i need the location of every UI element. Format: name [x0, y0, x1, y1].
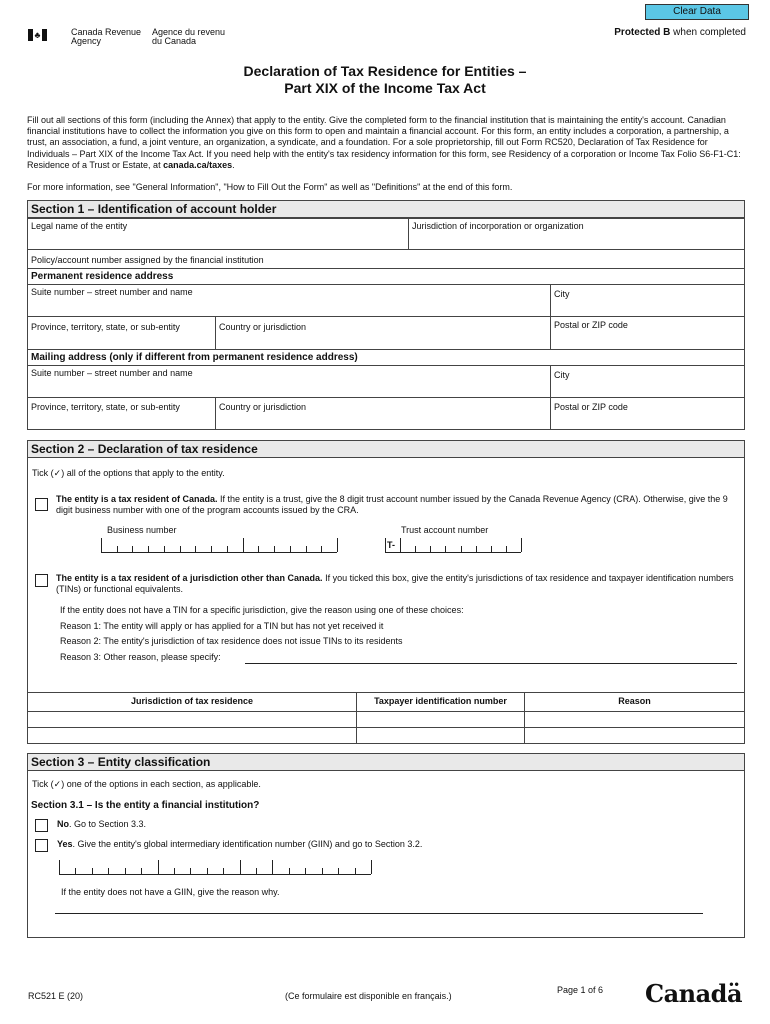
comb-divider	[92, 868, 93, 874]
col-tin: Taxpayer identification number	[356, 692, 525, 712]
mailing-address-heading: Mailing address (only if different from permanent residence address)	[27, 349, 745, 366]
comb-divider	[141, 868, 142, 874]
section2-title: Section 2 – Declaration of tax residence	[27, 440, 745, 458]
business-number-label: Business number	[107, 525, 177, 535]
mail-country-field[interactable]: Country or jurisdiction	[215, 397, 551, 430]
no-giin-reason-input[interactable]	[55, 913, 703, 914]
comb-divider	[355, 868, 356, 874]
comb-divider	[132, 546, 133, 552]
comb-divider	[322, 868, 323, 874]
comb-divider	[290, 546, 291, 552]
comb-divider	[174, 868, 175, 874]
foreign-resident-checkbox[interactable]	[35, 574, 48, 587]
perm-province-field[interactable]: Province, territory, state, or sub-entity	[27, 316, 216, 350]
mail-street-field[interactable]: Suite number – street number and name	[27, 365, 551, 398]
comb-divider	[506, 546, 507, 552]
table-row-1-jurisdiction[interactable]	[27, 711, 357, 728]
protected-label: Protected B when completed	[614, 27, 746, 38]
fi-no-label: No. Go to Section 3.3.	[57, 819, 147, 829]
no-giin-instruction: If the entity does not have a GIIN, give the reason why.	[61, 887, 280, 897]
trust-prefix: T-	[387, 540, 395, 550]
comb-divider	[190, 868, 191, 874]
mail-province-field[interactable]: Province, territory, state, or sub-entity	[27, 397, 216, 430]
comb-divider	[158, 860, 159, 874]
comb-divider	[430, 546, 431, 552]
clear-data-button[interactable]: Clear Data	[645, 4, 749, 20]
canada-resident-text: The entity is a tax resident of Canada. If the entity is a trust, give the 8 digit trust account number issued by the Canada Revenue Agency (CRA). Otherwise, give the 9 digit business number with one of the program accounts issued by the CRA.	[56, 494, 728, 515]
comb-divider	[491, 546, 492, 552]
reason-3-input[interactable]	[245, 663, 737, 664]
perm-street-field[interactable]: Suite number – street number and name	[27, 284, 551, 317]
section3-instruction: Tick (✓) one of the options in each section, as applicable.	[32, 779, 261, 789]
giin-input[interactable]	[59, 861, 371, 875]
comb-divider	[207, 868, 208, 874]
col-reason: Reason	[524, 692, 745, 712]
policy-number-field[interactable]: Policy/account number assigned by the financial institution	[27, 249, 745, 269]
comb-divider	[211, 546, 212, 552]
intro-more-info: For more information, see "General Information", "How to Fill Out the Form" as well as "Definitions" at the end of this form.	[27, 182, 513, 192]
comb-divider	[274, 546, 275, 552]
intro-paragraph: Fill out all sections of this form (including the Annex) that apply to the entity. Give the completed form to the financial institution that is maintaining the entity's account. Canadian financial institutions have to collect the information you give on this form to open and maintain a financial account. For this form, an entity includes a corporation, a partnership, a trust, an association, a fund, a joint venture, an organization, a syndicate, and a foundation. For a sole proprietorship, fill out Form RC520, Declaration of Tax Residence for Individuals – Part XIX of the Income Tax Act. If you need help with the entity's tax residency information for this form, see Residency of a corporation or Income Tax Folio S6-F1-C1: Residence of a Trust or Estate, at canada.ca/taxes.	[27, 115, 741, 170]
comb-divider	[306, 546, 307, 552]
trust-number-label: Trust account number	[401, 525, 489, 535]
comb-divider	[321, 546, 322, 552]
comb-divider	[400, 538, 401, 552]
reason-2: Reason 2: The entity's jurisdiction of tax residence does not issue TINs to its residents	[60, 636, 403, 646]
fi-yes-label: Yes. Give the entity's global intermediary identification number (GIIN) and go to Section 3.2.	[57, 839, 423, 849]
comb-divider	[243, 538, 244, 552]
table-row-1-tin[interactable]	[356, 711, 525, 728]
section1-title: Section 1 – Identification of account holder	[27, 200, 745, 218]
section2-instruction: Tick (✓) all of the options that apply to the entity.	[32, 468, 225, 478]
perm-country-field[interactable]: Country or jurisdiction	[215, 316, 551, 350]
comb-divider	[59, 860, 60, 874]
section3-title: Section 3 – Entity classification	[27, 753, 745, 771]
comb-divider	[75, 868, 76, 874]
section31-heading: Section 3.1 – Is the entity a financial institution?	[31, 800, 260, 811]
table-row-2-jurisdiction[interactable]	[27, 727, 357, 744]
comb-divider	[461, 546, 462, 552]
comb-divider	[195, 546, 196, 552]
business-number-input[interactable]	[101, 539, 337, 553]
reason-3: Reason 3: Other reason, please specify:	[60, 652, 221, 662]
comb-divider	[117, 546, 118, 552]
legal-name-field[interactable]: Legal name of the entity	[27, 218, 409, 250]
comb-divider	[101, 538, 102, 552]
comb-divider	[164, 546, 165, 552]
comb-divider	[289, 868, 290, 874]
comb-divider	[415, 546, 416, 552]
canada-resident-checkbox[interactable]	[35, 498, 48, 511]
comb-divider	[305, 868, 306, 874]
agency-name-fr: Agence du revenu du Canada	[152, 27, 226, 46]
french-availability: (Ce formulaire est disponible en français.)	[285, 991, 452, 1001]
foreign-resident-text: The entity is a tax resident of a jurisdiction other than Canada. If you ticked this box, give the entity's jurisdictions of tax residence and taxpayer identification numbers (TINs) or functional equivalents.	[56, 573, 734, 594]
comb-divider	[445, 546, 446, 552]
comb-divider	[148, 546, 149, 552]
comb-divider	[476, 546, 477, 552]
jurisdiction-field[interactable]: Jurisdiction of incorporation or organization	[408, 218, 745, 250]
mail-city-field[interactable]: City	[550, 365, 745, 398]
perm-postal-field[interactable]: Postal or ZIP code	[550, 316, 745, 350]
comb-divider	[338, 868, 339, 874]
agency-name-en: Canada Revenue Agency	[71, 27, 142, 46]
canada-flag-icon: ♣	[28, 29, 47, 41]
comb-divider	[125, 868, 126, 874]
canada-wordmark: Canadä	[645, 979, 742, 1008]
form-title-line1: Declaration of Tax Residence for Entities –	[243, 63, 527, 79]
perm-city-field[interactable]: City	[550, 284, 745, 317]
comb-divider	[371, 860, 372, 874]
comb-divider	[258, 546, 259, 552]
page-number: Page 1 of 6	[557, 985, 604, 995]
comb-divider	[272, 860, 273, 874]
permanent-address-heading: Permanent residence address	[27, 269, 745, 285]
comb-divider	[223, 868, 224, 874]
fi-no-checkbox[interactable]	[35, 819, 48, 832]
reason-1: Reason 1: The entity will apply or has applied for a TIN but has not yet received it	[60, 621, 384, 631]
form-identifier: RC521 E (20)	[28, 991, 84, 1001]
comb-divider	[108, 868, 109, 874]
comb-divider	[256, 868, 257, 874]
table-row-2-reason[interactable]	[524, 727, 745, 744]
mail-postal-field[interactable]: Postal or ZIP code	[550, 397, 745, 430]
comb-divider	[180, 546, 181, 552]
comb-divider	[227, 546, 228, 552]
table-row-1-reason[interactable]	[524, 711, 745, 728]
col-jurisdiction: Jurisdiction of tax residence	[27, 692, 357, 712]
comb-divider	[385, 538, 386, 552]
canada-taxes-link[interactable]: canada.ca/taxes	[163, 159, 233, 170]
form-title-line2: Part XIX of the Income Tax Act	[284, 80, 486, 96]
comb-divider	[240, 860, 241, 874]
trust-number-input[interactable]	[385, 539, 521, 553]
comb-divider	[337, 538, 338, 552]
table-row-2-tin[interactable]	[356, 727, 525, 744]
no-tin-instruction: If the entity does not have a TIN for a specific jurisdiction, give the reason using one of these choices:	[60, 605, 464, 615]
fi-yes-checkbox[interactable]	[35, 839, 48, 852]
comb-divider	[521, 538, 522, 552]
